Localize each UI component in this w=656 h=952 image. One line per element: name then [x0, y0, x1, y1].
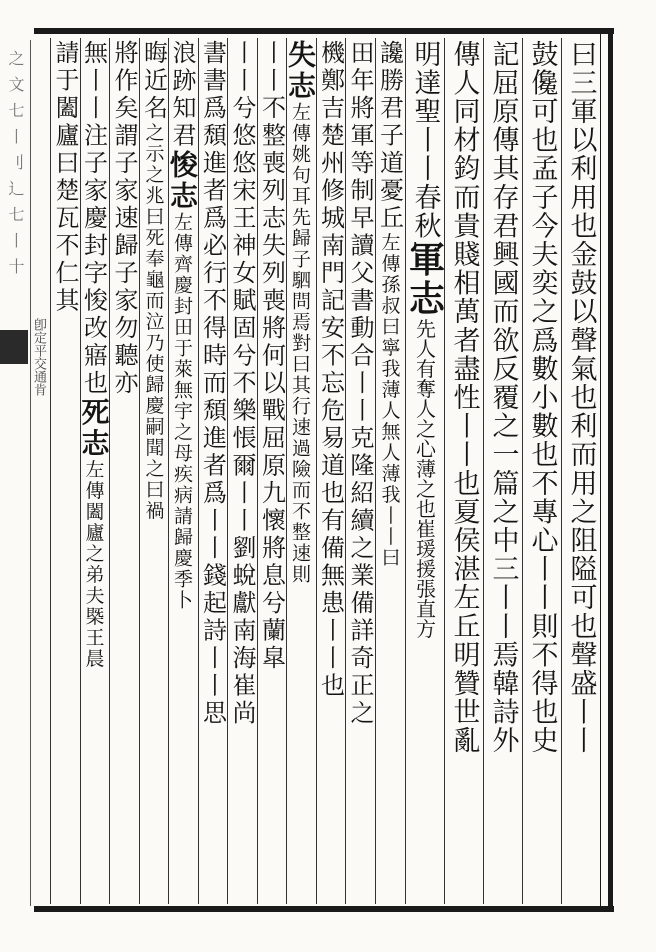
- text-column: [198, 40, 227, 906]
- annotation-text: 之示之兆曰死奉龜而泣乃使歸慶嗣聞之曰禍: [142, 122, 165, 522]
- column-text: 鼓儳可也孟子今夫奕之爲數小數也不專心丨丨則不得也史: [526, 40, 558, 755]
- column-text: 晦近名: [139, 40, 168, 123]
- text-column: [403, 40, 446, 906]
- column-text: 明達聖丨丨春秋: [409, 40, 441, 241]
- column-rule: [405, 38, 406, 904]
- text-column: [77, 40, 111, 906]
- column-text: 田年將軍等制早讀父書動合丨丨克隆紹續之業備詳奇正之: [346, 40, 374, 728]
- edge-small-text: 卽定平交通肯: [31, 318, 46, 396]
- text-column: [562, 40, 600, 906]
- column-rule: [109, 38, 110, 904]
- column-rule: [286, 38, 287, 904]
- column-text: 請于闔廬曰楚瓦不仁其: [51, 40, 79, 315]
- edge-border-line: [30, 40, 31, 906]
- text-column: [109, 40, 138, 906]
- column-text: 無丨丨注子家慶封字悛改寤也: [79, 40, 108, 398]
- column-text: 傳人同材鈞而貴賤相萬者盡性丨丨也夏侯湛左丘明贊世亂: [448, 40, 480, 755]
- column-rule: [561, 38, 562, 904]
- text-column: [139, 40, 168, 906]
- text-column: [484, 40, 522, 906]
- text-column: [50, 40, 79, 906]
- column-text: 讒勝君子道憂丘: [375, 40, 404, 233]
- annotation-text: 左傳齊慶封田于萊無宇之母疾病請歸慶季卜: [171, 212, 193, 611]
- column-rule: [345, 38, 346, 904]
- column-text: 記屈原傳其存君興國而欲反覆之一篇之中三丨丨焉韓詩外: [487, 40, 519, 755]
- annotation-text: 左傳孫叔曰寧我薄人無人薄我丨丨曰: [378, 232, 401, 569]
- annotation-text: 先人有奪人之心薄之也崔瑗援張直方: [412, 318, 437, 639]
- text-column: [257, 40, 286, 906]
- column-text: 機鄭吉楚州修城南門記安不忘危易道也有備無患丨丨也: [316, 40, 345, 700]
- frame-inner-right-border: [600, 34, 601, 906]
- left-text-block: [48, 40, 404, 906]
- column-rule: [375, 38, 376, 904]
- text-column: [445, 40, 483, 906]
- column-text: 書書爲頹進者爲必行不得時而頹進者爲丨丨錢起詩丨丨思: [198, 40, 227, 728]
- section-heading: 失志: [284, 40, 317, 102]
- text-column: [523, 40, 561, 906]
- column-rule: [444, 38, 445, 904]
- section-heading: 死志: [77, 397, 111, 460]
- frame-right-border: [608, 28, 613, 912]
- text-column: [345, 40, 374, 906]
- column-text: 浪跡知君: [168, 40, 196, 150]
- column-text: 丨丨不整喪列志失列喪將何以戰屈原九懷將息兮蘭皐: [257, 40, 286, 673]
- previous-page-edge: [0, 40, 34, 906]
- column-rule: [80, 38, 81, 904]
- text-column: [316, 40, 345, 906]
- column-rule: [522, 38, 523, 904]
- right-text-block: [404, 40, 600, 906]
- text-column: [375, 40, 404, 906]
- text-column: [227, 40, 256, 906]
- frame-top-border: [34, 28, 614, 34]
- text-column: [286, 40, 315, 906]
- section-heading: 軍志: [403, 240, 446, 319]
- column-rule: [50, 38, 51, 904]
- annotation-text: 左傳姚句耳先歸子駟問焉對曰其行速過險而不整速則: [289, 102, 311, 585]
- column-rule: [257, 38, 258, 904]
- column-rule: [139, 38, 140, 904]
- frame-bottom-border: [34, 906, 614, 912]
- column-rule: [168, 38, 169, 904]
- text-column: [168, 40, 197, 906]
- column-text: 丨丨兮悠悠宋王神女賦固兮不樂悵爾丨丨劉蛻獻南海崔尚: [228, 40, 256, 728]
- column-text: 曰三軍以利用也金鼓以聲氣也利而用之阻隘可也聲盛丨丨: [565, 40, 597, 755]
- column-rule: [483, 38, 484, 904]
- column-rule: [227, 38, 228, 904]
- edge-text: 之文七丨刂辶七丨十: [6, 50, 25, 284]
- section-heading: 悛志: [166, 150, 199, 212]
- column-text: 將作矣謂子家速歸子家勿聽亦: [110, 40, 138, 398]
- column-rule: [316, 38, 317, 904]
- annotation-text: 左傳闔廬之弟夫槩王晨: [82, 459, 105, 670]
- edge-ink-mark: [0, 330, 28, 364]
